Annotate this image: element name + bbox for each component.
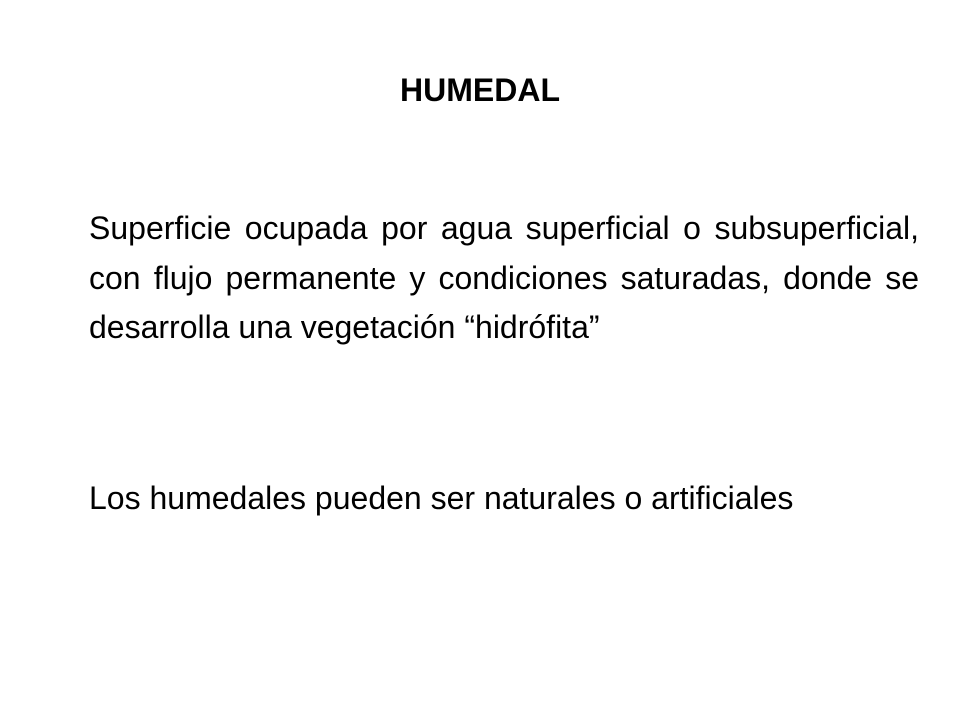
types-paragraph: Los humedales pueden ser naturales o artificiales	[89, 480, 794, 516]
slide-title: HUMEDAL	[400, 72, 560, 108]
definition-paragraph: Superficie ocupada por agua superficial o subsuperficial, con flujo permanente y condiciones saturadas, donde se desarrolla una vegetación “hidrófita”	[89, 210, 919, 345]
